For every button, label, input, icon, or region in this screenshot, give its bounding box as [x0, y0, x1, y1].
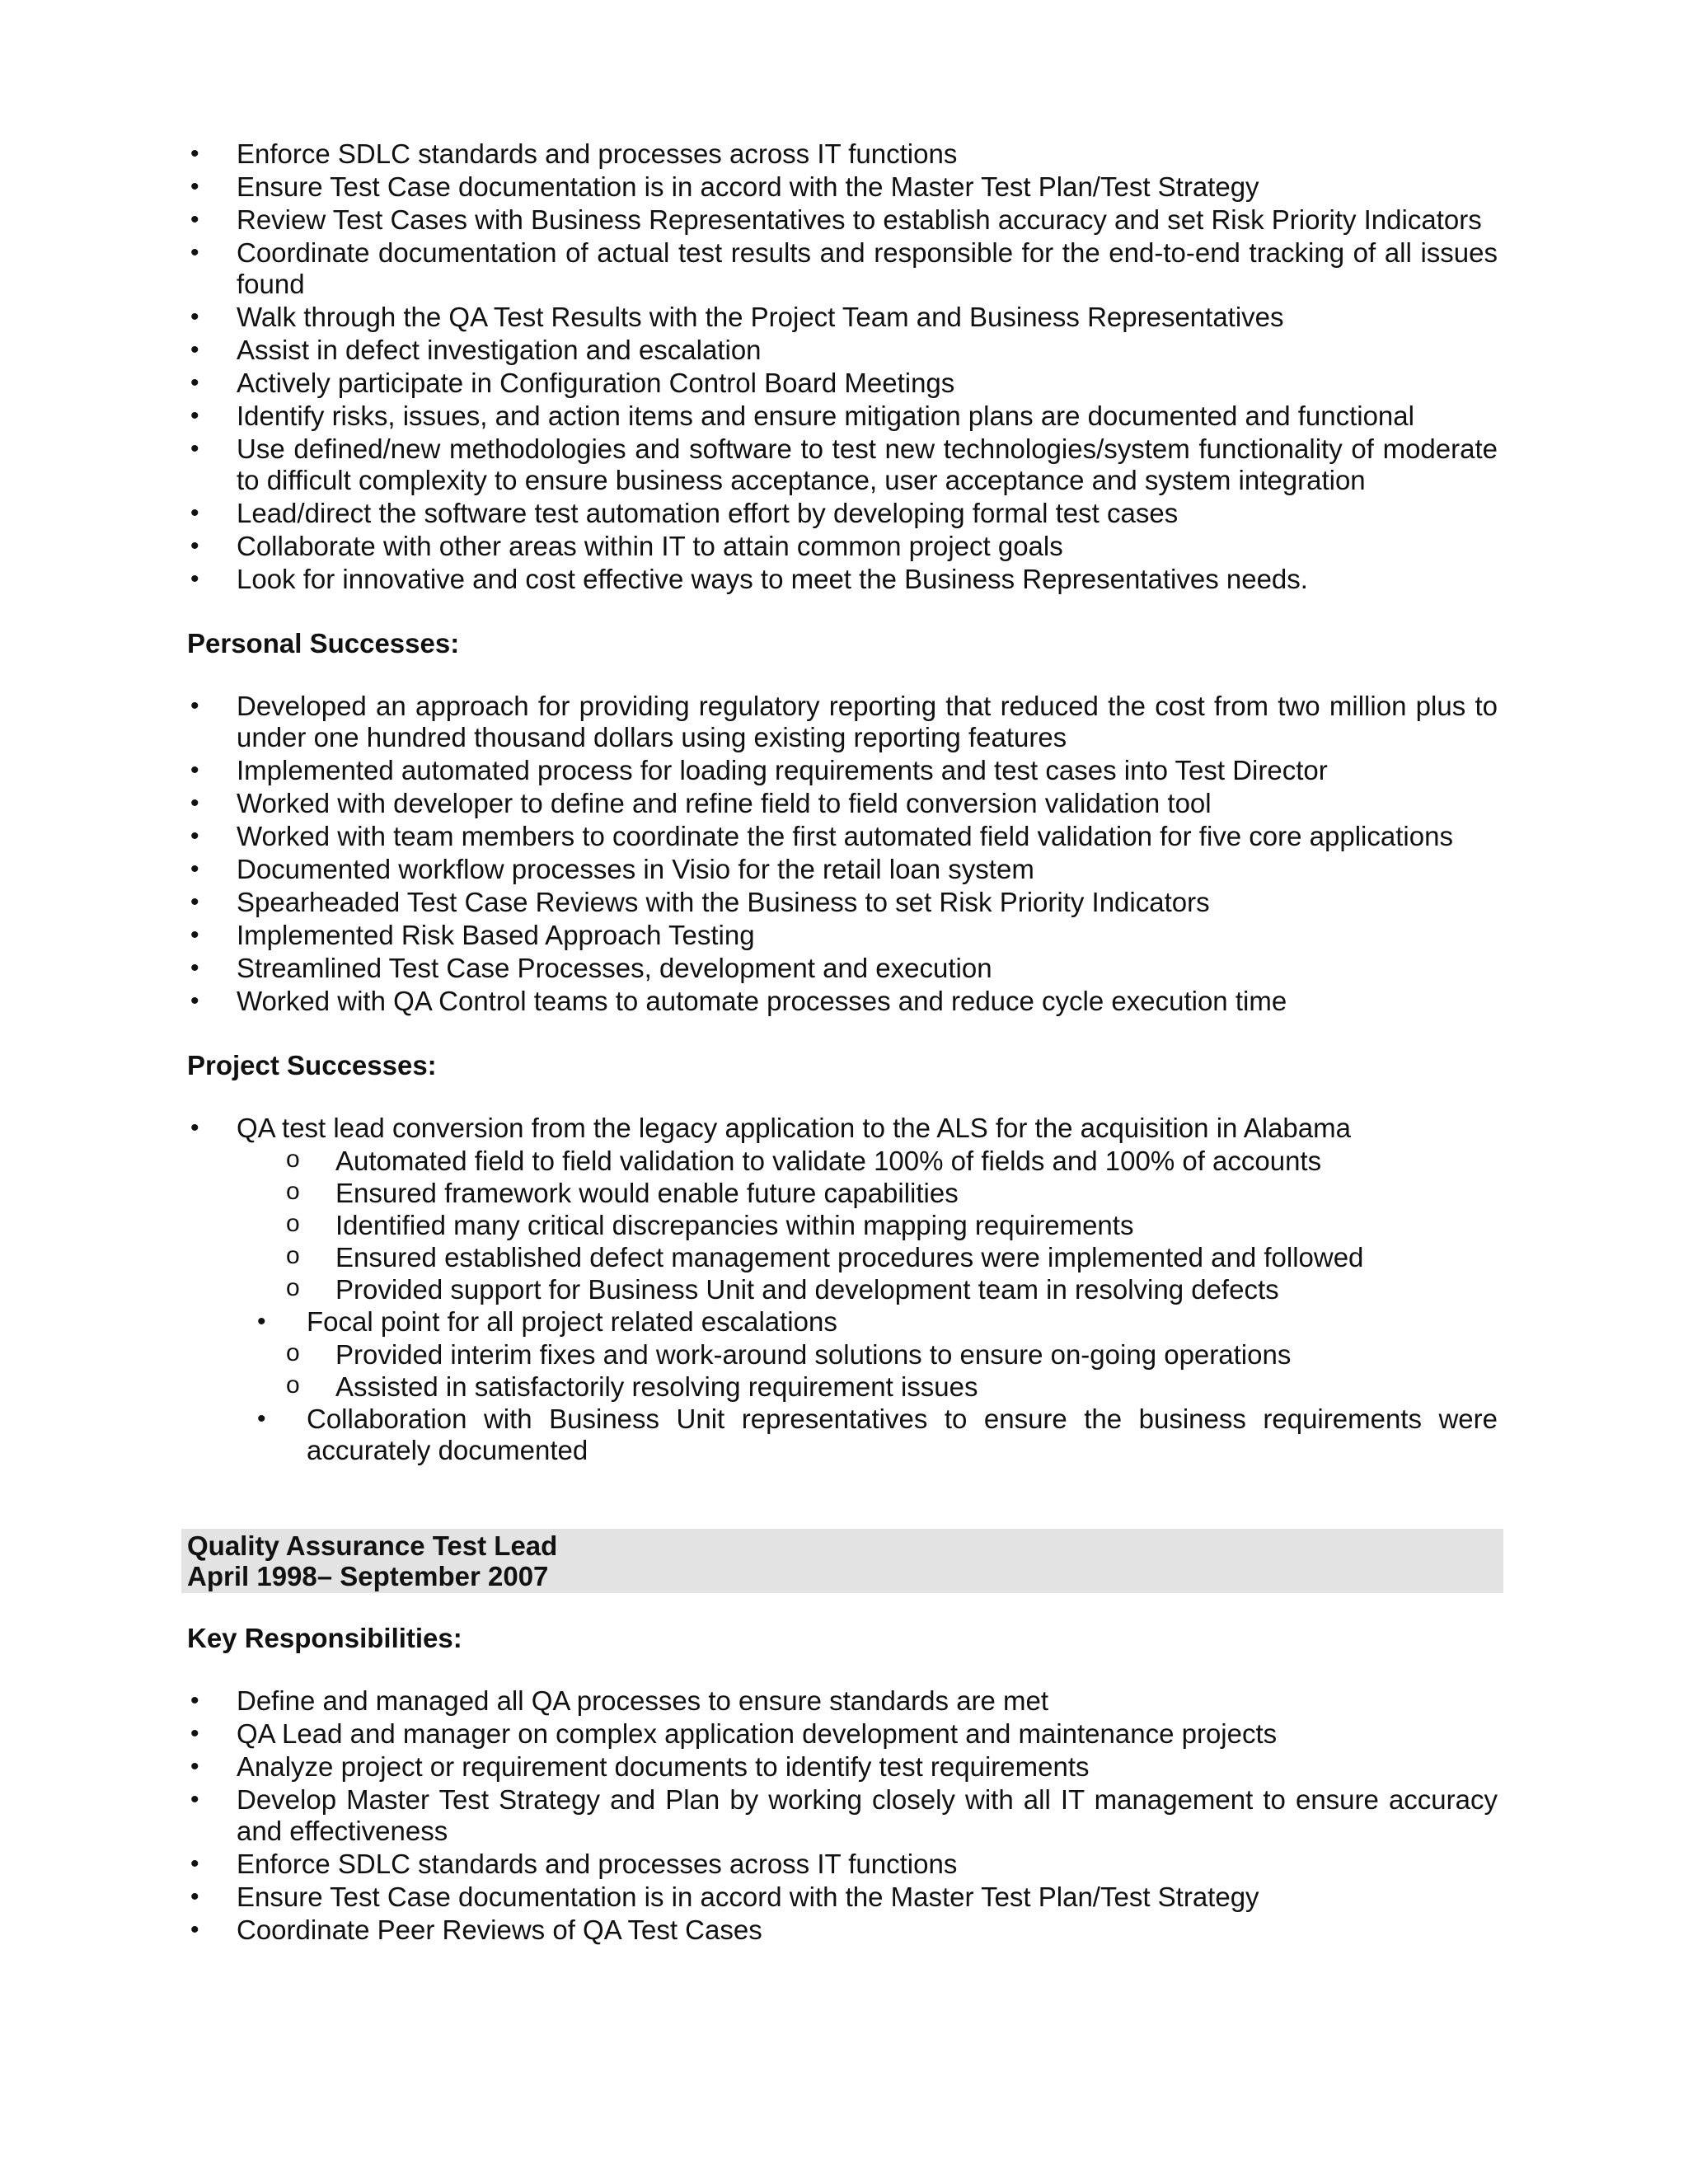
list-item: • Implemented automated process for loading requirements and test cases into Test Director — [187, 755, 1498, 786]
list-item: • Focal point for all project related escalations — [187, 1306, 1498, 1338]
list-item: • Identify risks, issues, and action items and ensure mitigation plans are documented and functional — [187, 401, 1498, 432]
list-item: • Spearheaded Test Case Reviews with the Business to set Risk Priority Indicators — [187, 887, 1498, 918]
list-item: • Worked with QA Control teams to automate processes and reduce cycle execution time — [187, 986, 1498, 1017]
key-responsibilities-list — [187, 1685, 1498, 1946]
project-sub-list-2 — [187, 1339, 1498, 1403]
list-item: • Coordinate Peer Reviews of QA Test Cases — [187, 1915, 1498, 1946]
list-item: • Develop Master Test Strategy and Plan by working closely with all IT management to ensure accuracy and effectiveness — [187, 1784, 1498, 1847]
job-dates: April 1998– September 2007 — [187, 1561, 549, 1591]
list-item: • Collaboration with Business Unit representatives to ensure the business requirements were accurately documented — [187, 1404, 1498, 1466]
personal-successes-heading: Personal Successes: — [187, 628, 460, 658]
list-item: • Collaborate with other areas within IT to attain common project goals — [187, 531, 1498, 562]
top-responsibilities-list — [187, 138, 1498, 595]
list-item: • Review Test Cases with Business Representatives to establish accuracy and set Risk Priority Indicators — [187, 204, 1498, 236]
list-item: • Enforce SDLC standards and processes across IT functions — [187, 1849, 1498, 1880]
sub-list-item: o Identified many critical discrepancies within mapping requirements — [187, 1210, 1498, 1241]
job-header — [181, 1529, 1503, 1593]
list-item: • Lead/direct the software test automation effort by developing formal test cases — [187, 498, 1498, 529]
list-item: • QA test lead conversion from the legacy application to the ALS for the acquisition in Alabama — [187, 1113, 1498, 1144]
list-item: • Ensure Test Case documentation is in accord with the Master Test Plan/Test Strategy — [187, 1882, 1498, 1913]
list-item: • Developed an approach for providing regulatory reporting that reduced the cost from two million plus to under one hundred thousand dollars using existing reporting features — [187, 691, 1498, 753]
sub-list-item: o Ensured established defect management procedures were implemented and followed — [187, 1242, 1498, 1273]
list-item: • Look for innovative and cost effective ways to meet the Business Representatives needs. — [187, 564, 1498, 595]
project-successes-heading: Project Successes: — [187, 1050, 437, 1080]
personal-successes-list — [187, 691, 1498, 1017]
list-item: • Enforce SDLC standards and processes across IT functions — [187, 138, 1498, 170]
key-responsibilities-heading: Key Responsibilities: — [187, 1623, 462, 1653]
list-item: • Ensure Test Case documentation is in accord with the Master Test Plan/Test Strategy — [187, 171, 1498, 203]
list-item: • Worked with team members to coordinate the first automated field validation for five core applications — [187, 821, 1498, 852]
job-title: Quality Assurance Test Lead — [187, 1530, 558, 1561]
list-item: • Coordinate documentation of actual test results and responsible for the end-to-end tracking of all issues found — [187, 237, 1498, 300]
list-item: • Assist in defect investigation and escalation — [187, 335, 1498, 366]
list-item: • QA Lead and manager on complex application development and maintenance projects — [187, 1718, 1498, 1750]
project-focal-list — [187, 1306, 1498, 1338]
sub-list-item: o Provided support for Business Unit and development team in resolving defects — [187, 1274, 1498, 1305]
list-item: • Worked with developer to define and refine field to field conversion validation tool — [187, 788, 1498, 819]
list-item: • Streamlined Test Case Processes, development and execution — [187, 953, 1498, 984]
list-item: • Define and managed all QA processes to ensure standards are met — [187, 1685, 1498, 1717]
project-successes-list — [187, 1113, 1498, 1144]
list-item: • Documented workflow processes in Visio for the retail loan system — [187, 854, 1498, 885]
list-item: • Walk through the QA Test Results with the Project Team and Business Representatives — [187, 302, 1498, 333]
project-collab-list — [187, 1404, 1498, 1466]
sub-list-item: o Assisted in satisfactorily resolving requirement issues — [187, 1371, 1498, 1403]
list-item: • Actively participate in Configuration Control Board Meetings — [187, 368, 1498, 399]
list-item: • Use defined/new methodologies and software to test new technologies/system functionality of moderate to difficult complexity to ensure business acceptance, user acceptance and system integration — [187, 434, 1498, 496]
list-item: • Implemented Risk Based Approach Testing — [187, 920, 1498, 951]
project-sub-list-1 — [187, 1146, 1498, 1305]
sub-list-item: o Ensured framework would enable future capabilities — [187, 1178, 1498, 1209]
sub-list-item: o Automated field to field validation to validate 100% of fields and 100% of accounts — [187, 1146, 1498, 1177]
resume-page — [187, 138, 1498, 1947]
list-item: • Analyze project or requirement documents to identify test requirements — [187, 1751, 1498, 1783]
sub-list-item: o Provided interim fixes and work-around solutions to ensure on-going operations — [187, 1339, 1498, 1371]
